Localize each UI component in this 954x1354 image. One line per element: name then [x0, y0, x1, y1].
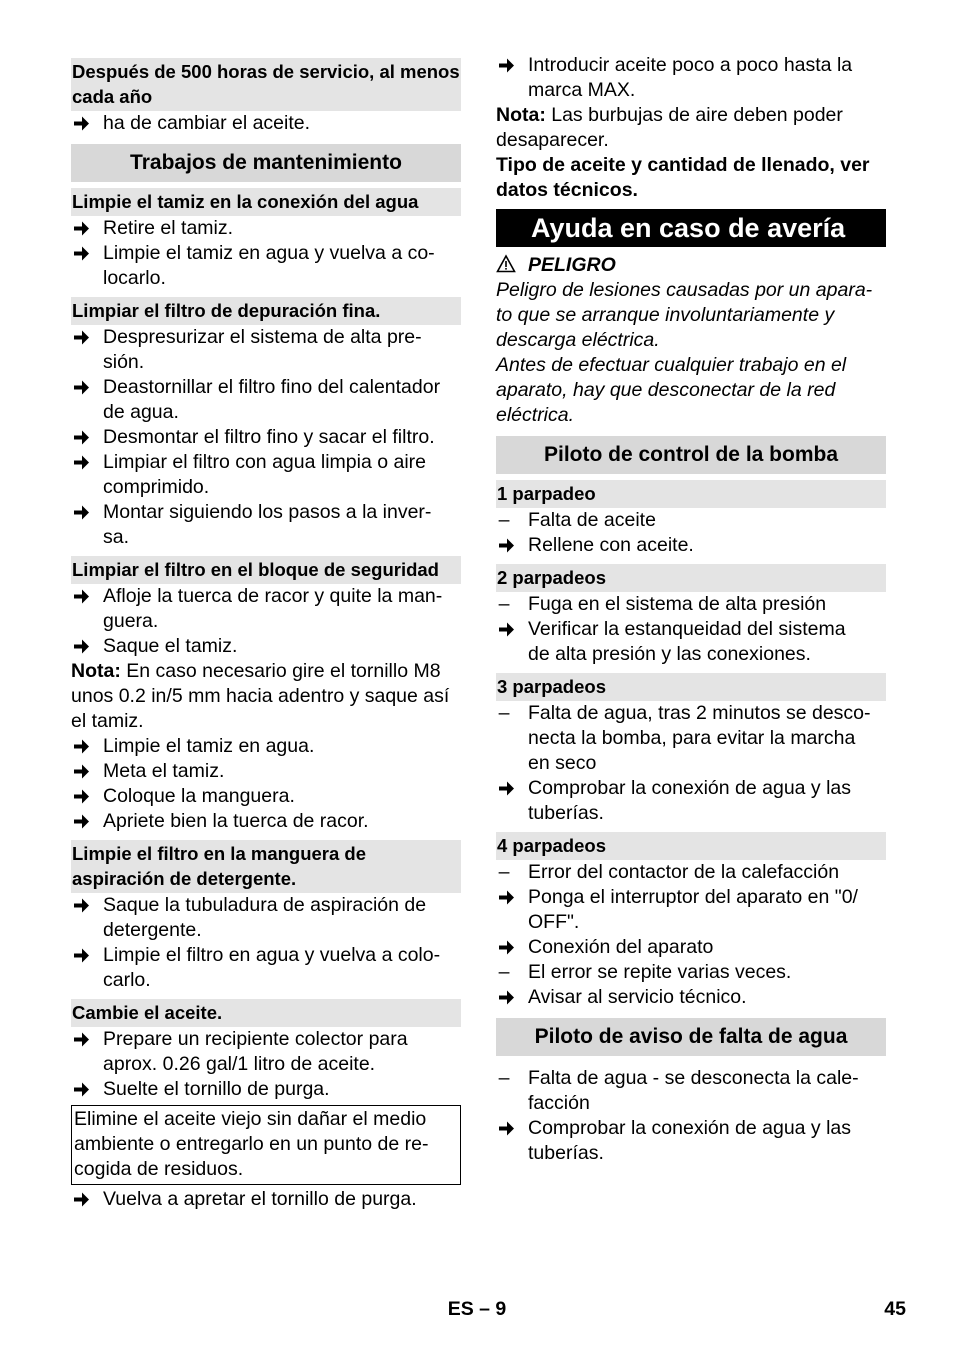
dash-bullet: –: [498, 702, 510, 724]
arrow-right-icon: [496, 533, 516, 558]
arrow-right-icon: [71, 584, 91, 609]
note-label: Nota:: [71, 660, 121, 682]
arrow-right-icon: [496, 776, 516, 801]
arrow-right-icon: [71, 450, 91, 475]
arrow-right-icon: [71, 425, 91, 450]
arrow-right-icon: [71, 325, 91, 350]
arrow-right-icon: [71, 500, 91, 525]
danger-instruction: Antes de efectuar cualquier trabajo en el aparato, hay que desconectar de la red eléctrica.: [496, 354, 847, 426]
right-column: [496, 53, 886, 1166]
arrow-right-icon: [71, 759, 91, 784]
list-item: Desmontar el filtro fino y sacar el filtro.: [71, 425, 461, 450]
list-item: Conexión del aparato: [496, 935, 886, 960]
arrow-right-icon: [496, 53, 516, 78]
arrow-right-icon: [496, 885, 516, 910]
list-item: Avisar al servicio técnico.: [496, 985, 886, 1010]
list-item: Limpiar el filtro con agua limpia o aire comprimido.: [71, 450, 461, 500]
danger-label: PELIGRO: [528, 254, 616, 276]
danger-text: Peligro de lesiones causadas por un apara-to que se arranque involuntariamente y descarga eléctrica.: [496, 279, 873, 351]
list-item: Deastornillar el filtro fino del calentador de agua.: [71, 375, 461, 425]
list-item: Saque el tamiz.: [71, 634, 461, 659]
list-item: Despresurizar el sistema de alta pre- sión.: [71, 325, 461, 375]
heading-4-blinks: 4 parpadeos: [496, 832, 886, 860]
dash-bullet: –: [498, 509, 510, 531]
arrow-right-icon: [71, 1187, 91, 1212]
dash-bullet: –: [498, 1067, 510, 1089]
dash-bullet: –: [498, 861, 510, 883]
arrow-right-icon: [71, 241, 91, 266]
note-text: En caso necesario gire el tornillo M8 unos 0.2 in/5 mm hacia adentro y saque así el tamiz.: [71, 660, 450, 732]
heading-1-blink: 1 parpadeo: [496, 480, 886, 508]
list-item: Prepare un recipiente colector para aprox. 0.26 gal/1 litro de aceite.: [71, 1027, 461, 1077]
environment-notice-box: Elimine el aceite viejo sin dañar el medio ambiente o entregarlo en un punto de re-cogida de residuos.: [71, 1105, 461, 1185]
arrow-right-icon: [71, 734, 91, 759]
arrow-right-icon: [71, 809, 91, 834]
heading-3-blinks: 3 parpadeos: [496, 673, 886, 701]
heading-clean-strainer: Limpie el tamiz en la conexión del agua: [71, 188, 461, 216]
arrow-right-icon: [71, 111, 91, 136]
list-item: Comprobar la conexión de agua y las tuberías.: [496, 1116, 886, 1166]
arrow-right-icon: [71, 375, 91, 400]
list-item: – Fuga en el sistema de alta presión: [496, 592, 886, 617]
list-item: – Falta de agua - se desconecta la cale- facción: [496, 1066, 886, 1116]
arrow-right-icon: [71, 943, 91, 968]
arrow-right-icon: [71, 893, 91, 918]
list-item: Coloque la manguera.: [71, 784, 461, 809]
arrow-right-icon: [496, 617, 516, 642]
note-text: Las burbujas de aire deben poder desaparecer.: [496, 104, 843, 151]
list-item: Limpie el tamiz en agua.: [71, 734, 461, 759]
arrow-right-icon: [71, 1077, 91, 1102]
oil-type-reference: Tipo de aceite y cantidad de llenado, ver datos técnicos.: [496, 154, 870, 201]
list-item: Saque la tubuladura de aspiración de detergente.: [71, 893, 461, 943]
note-label: Nota:: [496, 104, 546, 126]
list-item: Suelte el tornillo de purga.: [71, 1077, 461, 1102]
list-item: Apriete bien la tuerca de racor.: [71, 809, 461, 834]
chapter-title-troubleshooting: Ayuda en caso de avería: [496, 209, 886, 247]
note-paragraph: [71, 659, 461, 734]
list-item: Introducir aceite poco a poco hasta la marca MAX.: [496, 53, 886, 103]
arrow-right-icon: [496, 1116, 516, 1141]
page-number: 45: [884, 1298, 906, 1320]
list-item: Verificar la estanqueidad del sistema de alta presión y las conexiones.: [496, 617, 886, 667]
note-paragraph: [496, 103, 886, 153]
list-item: – Error del contactor de la calefacción: [496, 860, 886, 885]
heading-500-hours: Después de 500 horas de servicio, al menos cada año: [71, 58, 461, 111]
list-item: Meta el tamiz.: [71, 759, 461, 784]
arrow-right-icon: [71, 784, 91, 809]
footer-section-page: ES – 9: [447, 1298, 507, 1320]
left-column: [71, 58, 461, 1212]
heading-detergent-hose-filter: Limpie el filtro en la manguera de aspiración de detergente.: [71, 840, 461, 893]
section-title-pump-indicator: Piloto de control de la bomba: [496, 436, 886, 474]
list-item: Comprobar la conexión de agua y las tuberías.: [496, 776, 886, 826]
list-item: Rellene con aceite.: [496, 533, 886, 558]
list-item: Afloje la tuerca de racor y quite la man- guera.: [71, 584, 461, 634]
list-item: – Falta de aceite: [496, 508, 886, 533]
list-item: Vuelva a apretar el tornillo de purga.: [71, 1187, 461, 1212]
danger-label-line: [496, 253, 886, 278]
arrow-right-icon: [496, 985, 516, 1010]
arrow-right-icon: [71, 1027, 91, 1052]
dash-bullet: –: [498, 593, 510, 615]
list-item: – Falta de agua, tras 2 minutos se desco- necta la bomba, para evitar la marcha en seco: [496, 701, 886, 776]
list-item: – El error se repite varias veces.: [496, 960, 886, 985]
heading-2-blinks: 2 parpadeos: [496, 564, 886, 592]
warning-triangle-icon: [496, 254, 516, 274]
arrow-right-icon: [71, 634, 91, 659]
heading-safety-block-filter: Limpiar el filtro en el bloque de seguridad: [71, 556, 461, 584]
heading-fine-filter: Limpiar el filtro de depuración fina.: [71, 297, 461, 325]
dash-bullet: –: [498, 961, 510, 983]
list-item: Retire el tamiz.: [71, 216, 461, 241]
list-item: Ponga el interruptor del aparato en "0/ OFF".: [496, 885, 886, 935]
section-title-maintenance: Trabajos de mantenimiento: [71, 144, 461, 182]
list-item: Limpie el tamiz en agua y vuelva a co- locarlo.: [71, 241, 461, 291]
arrow-right-icon: [496, 935, 516, 960]
arrow-right-icon: [71, 216, 91, 241]
section-title-water-shortage-indicator: Piloto de aviso de falta de agua: [496, 1018, 886, 1056]
heading-change-oil: Cambie el aceite.: [71, 999, 461, 1027]
list-item: Montar siguiendo los pasos a la inver- sa.: [71, 500, 461, 550]
list-item: Limpie el filtro en agua y vuelva a colo- carlo.: [71, 943, 461, 993]
list-item: ha de cambiar el aceite.: [71, 111, 461, 136]
